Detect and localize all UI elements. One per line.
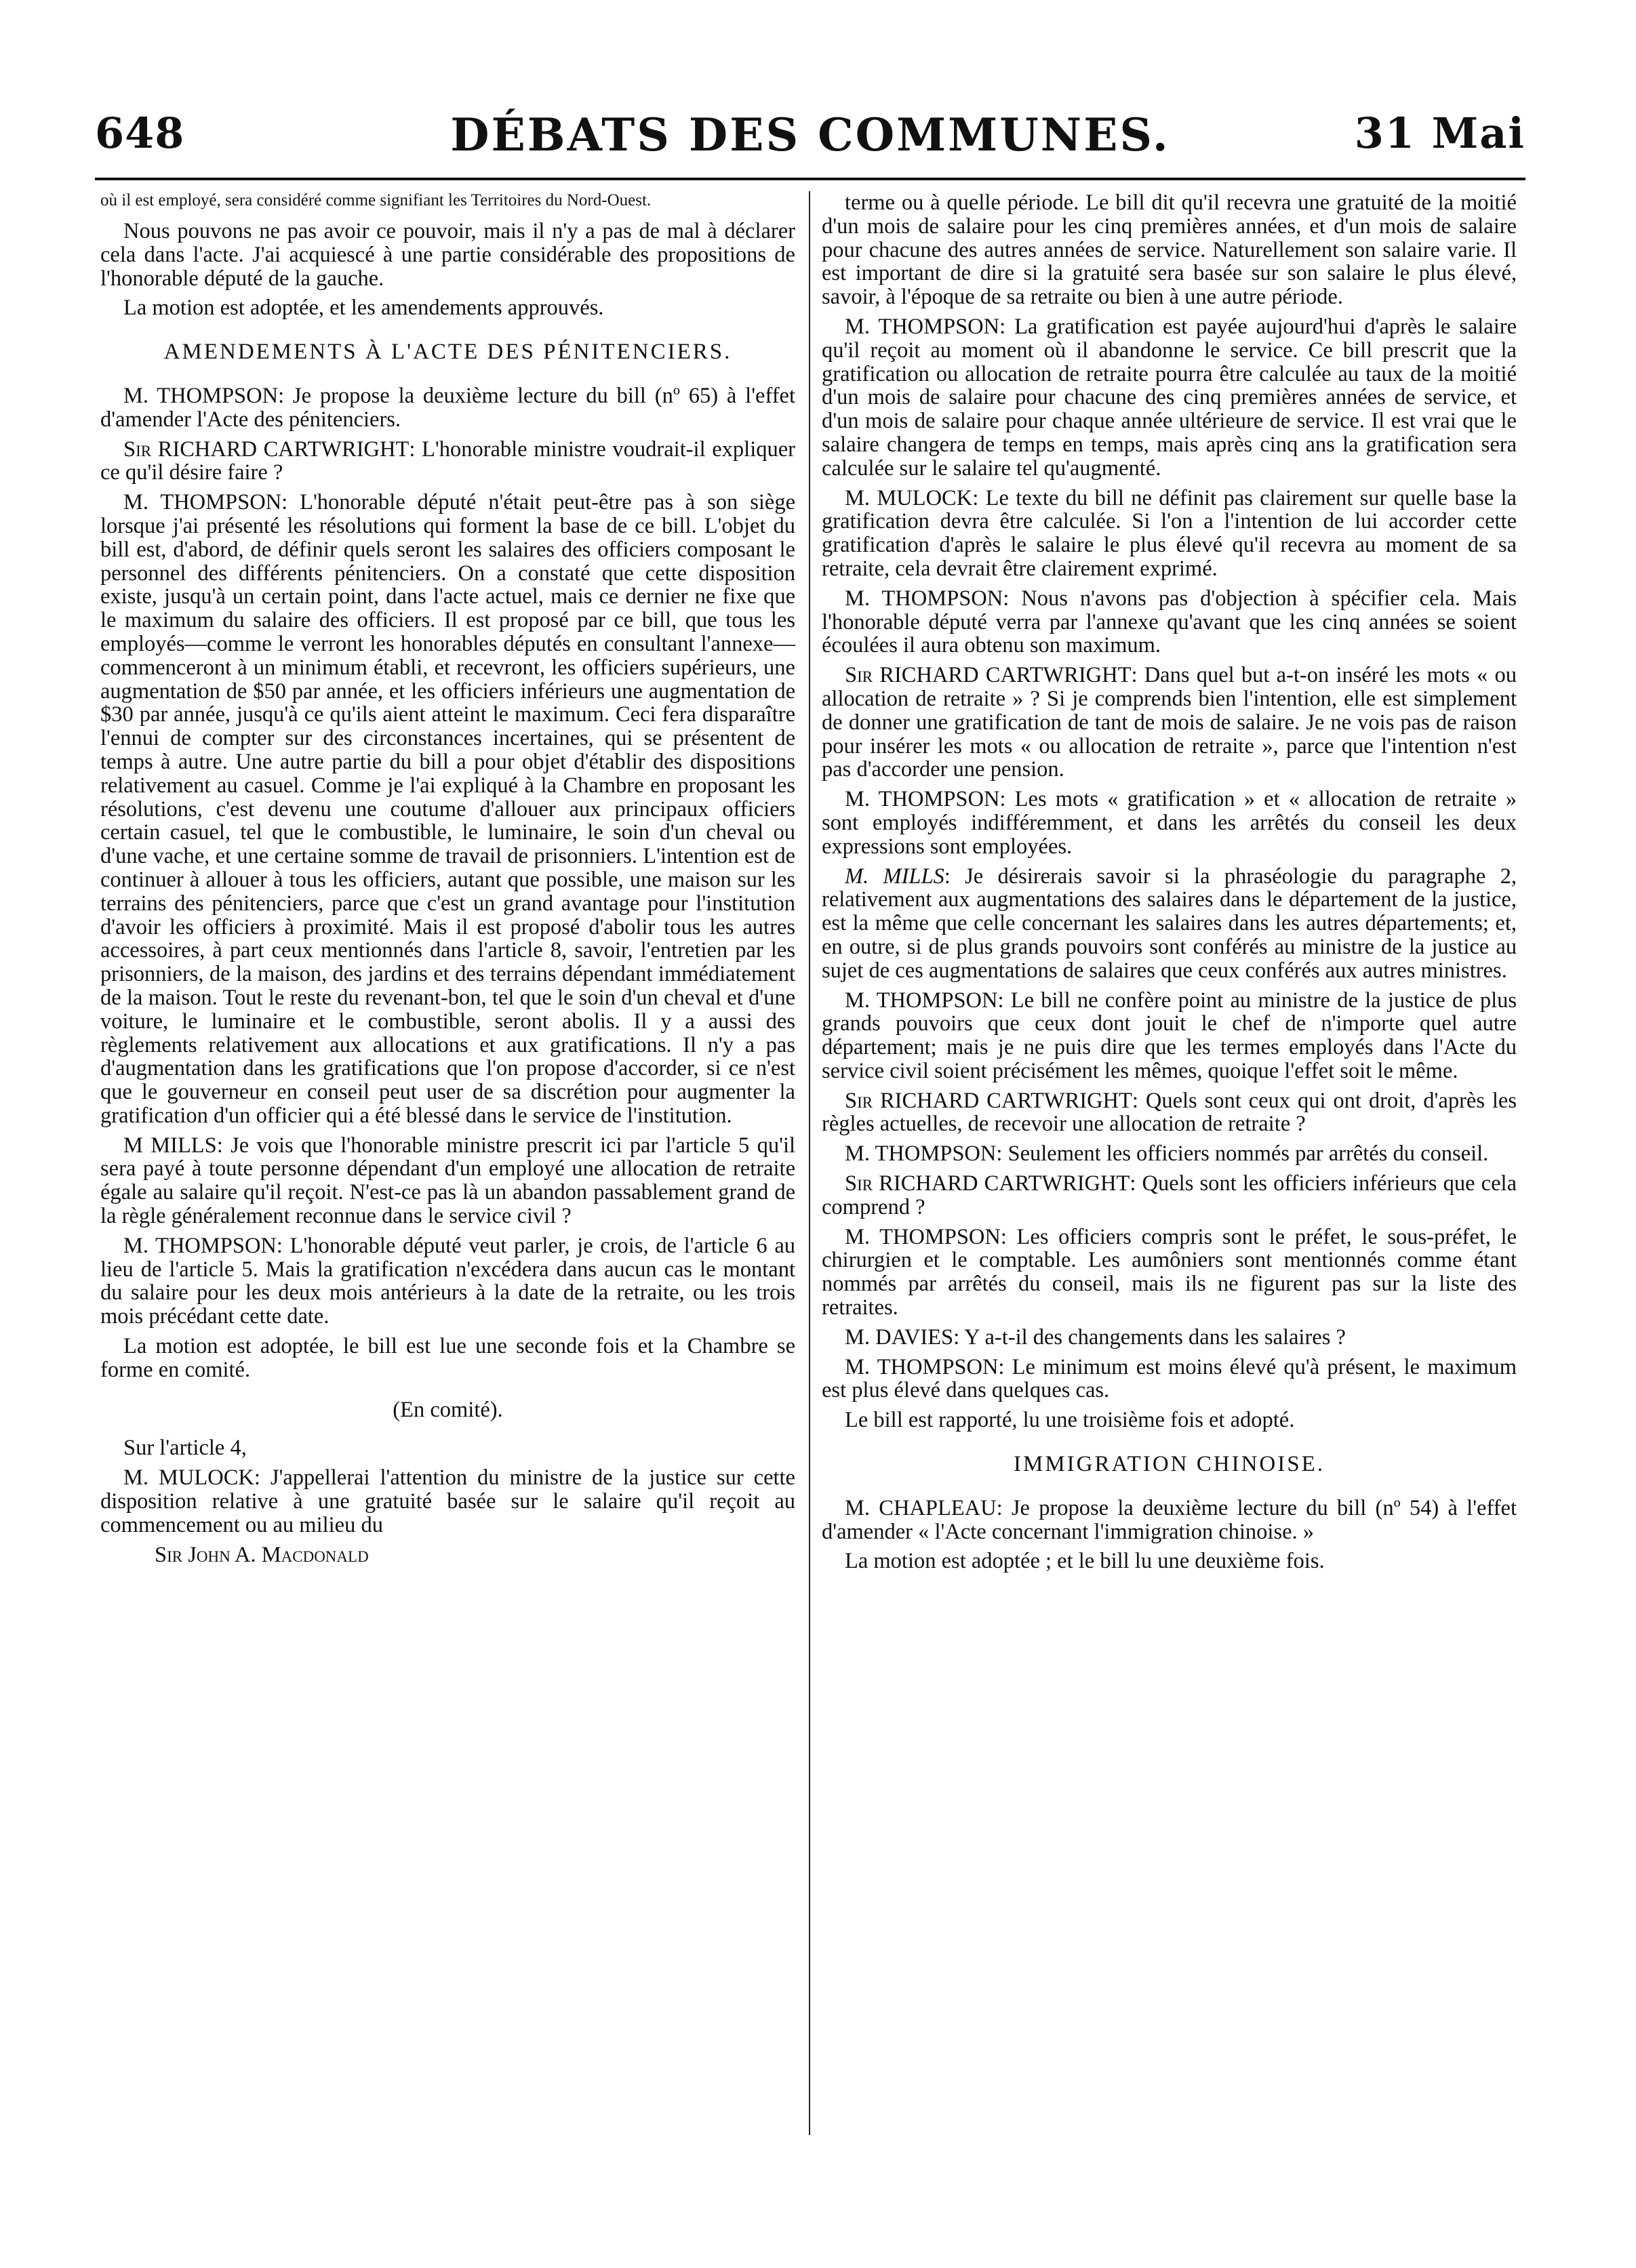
speaker-name: Sir RICHARD CARTWRIGHT: [845, 1088, 1132, 1113]
paragraph: Nous pouvons ne pas avoir ce pouvoir, mais il n'y a pas de mal à déclarer cela dans l'acte. J'ai acquiescé à une partie considérable des propositions de l'honorable député de la gauche.: [100, 219, 795, 291]
speech-paragraph: [822, 1226, 1517, 1320]
speech-text: : L'honorable député n'était peut-être pas à son siège lorsque j'ai présenté les résolutions qui forment la base de ce bill. L'objet du bill est, d'abord, de définir quels seront les salaires des officiers composant le personnel des différents pénitenciers. On a constaté que cette disposition existe, jusqu'à un certain point, dans l'acte actuel, mais ce dernier ne fixe que le maximum du salaire des officiers. Il est proposé par ce bill, que tous les employés—comme le verront les honorables députés en consultant l'annexe—commenceront à un minimum établi, et recevront, les officiers supérieurs, une augmentation de $50 par année, et les officiers inférieurs une augmentation de $30 par année, jusqu'à ce qu'ils aient atteint le maximum. Ceci fera disparaître l'ennui de compter sur des circonstances incertaines, qui se présentent de temps à autre. Une autre partie du bill a pour objet d'établir des dispositions relativement au casuel. Comme je l'ai expliqué à la Chambre en proposant les résolutions, c'est devenu une coutume d'allouer aux principaux officiers certain casuel, tel que le combustible, le luminaire, le soin d'un cheval ou d'une vache, et une certaine somme de travail de prisonniers. L'intention est de continuer à allouer à tous les officiers, autant que possible, une maison sur les terrains des pénitenciers, parce que c'est un grand avantage pour l'institution d'avoir les officiers à proximité. Mais il est proposé d'abolir tous les autres accessoires, à part ceux mentionnés dans l'article 8, savoir, l'entretien par les prisonniers, de la maison, des jardins et des terrains dépendant immédiatement de la maison. Tout le reste du revenant-bon, tel que le soin d'un cheval et d'une voiture, le luminaire et le combustible, seront abolis. Il y a aussi des règlements relativement aux allocations et aux gratifications. Il n'y a pas d'augmentation dans les gratifications que l'on propose d'accorder, si ce n'est que le gouverneur en conseil peut user de sa discrétion pour augmenter la gratification d'un officier qui a été blessé dans le service de l'institution.: [100, 490, 795, 1128]
speech-text: : J'appellerai l'attention du ministre de la justice sur cette disposition relative à une gratuité basée sur le salaire qu'il reçoit au commencement ou au milieu du: [100, 1465, 795, 1537]
speech-text: : Je désirerais savoir si la phraséologie du paragraphe 2, relativement aux augmentations des salaires dans le département de la justice, est la même que celle concernant les salaires dans les autres départements; et, en outre, si de plus grands pouvoirs sont conférés au ministre de la justice au sujet de ces augmentations de salaires que ceux conférés aux autres ministres.: [822, 864, 1517, 983]
speech-paragraph: [100, 438, 795, 485]
paragraph: La motion est adoptée ; et le bill lu une deuxième fois.: [845, 1549, 1325, 1574]
speech-paragraph: [822, 865, 1517, 983]
speech-text: : Nous n'avons pas d'objection à spécifier cela. Mais l'honorable député verra par l'annexe qu'avant que les cinq années se soient écoulées il aura obtenu son maximum.: [822, 586, 1517, 658]
speech-text: : Les officiers compris sont le préfet, le sous-préfet, le chirurgien et le comptable. Les aumôniers sont mentionnés comme étant nommés par arrêtés du conseil, mais ils ne figurent pas sur la liste des retraites.: [822, 1224, 1517, 1320]
speaker-name: M. DAVIES: [845, 1324, 954, 1350]
speech-text: : La gratification est payée aujourd'hui d'après le salaire qu'il reçoit au moment où il abandonne le service. Ce bill prescrit que la gratification ou allocation de retraite pourra être calculée au taux de la moitié d'un mois de salaire pour chacune des cinq premières années de service, et d'un mois de salaire pour chaque année ultérieure de service. Il est vrai que le salaire changera de temps en temps, mais après cinq ans la gratification sera calculée sur le salaire tel qu'augmenté.: [822, 314, 1517, 481]
speech-paragraph: [100, 1234, 795, 1329]
speaker-name: M. CHAPLEAU: [845, 1495, 997, 1520]
speech-text: : Je vois que l'honorable ministre prescrit ici par l'article 5 qu'il sera payé à toute personne dépendant d'un employé une allocation de retraite égale au salaire qu'il reçoit. N'est-ce pas là un abandon passablement grand de la règle généralement reconnue dans le service civil ?: [100, 1133, 795, 1229]
paragraph: La motion est adoptée, le bill est lue une seconde fois et la Chambre se forme en comité.: [100, 1334, 795, 1382]
speech-text: : Le minimum est moins élevé qu'à présent, le maximum est plus élevé dans quelques cas.: [822, 1354, 1517, 1403]
speech-paragraph: [822, 315, 1517, 481]
speech-text: : Y a-t-il des changements dans les salaires ?: [953, 1324, 1346, 1350]
speech-paragraph: [100, 491, 795, 1128]
speech-paragraph: [100, 1134, 795, 1228]
speaker-name: M. THOMPSON: [845, 1354, 999, 1379]
signature-line: Sir John A. Macdonald: [155, 1542, 369, 1567]
speaker-name: M. THOMPSON: [845, 314, 1000, 339]
committee-heading: (En comité).: [393, 1397, 503, 1422]
speech-paragraph: [822, 1326, 1517, 1350]
speech-paragraph: [822, 1172, 1517, 1219]
speech-text: : Quels sont ceux qui ont droit, d'après les règles actuelles, de recevoir une allocation de retraite ?: [822, 1088, 1517, 1137]
section-heading: AMENDEMENTS À L'ACTE DES PÉNITENCIERS.: [163, 340, 732, 365]
header-rule: [95, 178, 1525, 180]
speaker-name: M. THOMPSON: [845, 1224, 1001, 1249]
speaker-name: M. MULOCK: [845, 485, 973, 510]
header-date: 31 Mai: [1354, 108, 1525, 158]
speaker-name: M. THOMPSON: [845, 1141, 997, 1167]
speech-paragraph: [822, 1497, 1517, 1544]
speaker-name: M. MILLS: [845, 864, 944, 889]
speaker-name: M. THOMPSON: [845, 988, 998, 1013]
speech-paragraph: [100, 1466, 795, 1537]
speaker-name: M. THOMPSON: [845, 787, 1000, 812]
speaker-name: M. THOMPSON: [123, 1233, 277, 1258]
speech-text: : Les mots « gratification » et « allocation de retraite » sont employés indifféremment, et dans les arrêtés du conseil les deux expressions sont employées.: [822, 787, 1517, 859]
page-header: [95, 108, 1525, 163]
speaker-name: M MILLS: [123, 1133, 217, 1158]
speech-paragraph: [822, 487, 1517, 581]
speech-paragraph: [822, 1356, 1517, 1403]
speech-text: : Je propose la deuxième lecture du bill (nº 65) à l'effet d'amender l'Acte des pénitenciers.: [100, 383, 795, 432]
speaker-name: Sir RICHARD CARTWRIGHT: [845, 1171, 1130, 1196]
paragraph: La motion est adoptée, et les amendements approuvés.: [123, 296, 604, 321]
paragraph: Sur l'article 4,: [123, 1436, 247, 1461]
running-title: DÉBATS DES COMMUNES.: [450, 108, 1170, 161]
speaker-name: M. THOMPSON: [123, 383, 279, 408]
speech-text: : Le texte du bill ne définit pas clairement sur quelle base la gratification devra être calculée. Si l'on a l'intention de lui accorder cette gratification d'après le salaire le plus élevé qu'il recevra au moment de sa retraite, cela devrait être clairement exprimé.: [822, 485, 1517, 581]
paragraph: terme ou à quelle période. Le bill dit qu'il recevra une gratuité de la moitié d'un mois de salaire pour les cinq premières années, et d'un mois de salaire pour chacune des autres années de service. Naturellement son salaire varie. Il est important de dire si la gratuité sera basée sur son salaire le plus élevé, savoir, à l'époque de sa retraite ou bien à une autre période.: [822, 190, 1517, 310]
speech-text: : Quels sont les officiers inférieurs que cela comprend ?: [822, 1171, 1517, 1219]
speech-paragraph: [100, 384, 795, 432]
speech-paragraph: [822, 587, 1517, 657]
speech-paragraph: [822, 1089, 1517, 1137]
speech-paragraph: [822, 788, 1517, 858]
right-column: [822, 191, 1517, 1579]
section-heading: IMMIGRATION CHINOISE.: [1014, 1452, 1325, 1477]
speaker-name: M. THOMPSON: [123, 490, 282, 515]
paragraph: où il est employé, sera considéré comme signifiant les Territoires du Nord-Ouest.: [100, 191, 652, 209]
speech-text: : Dans quel but a-t-on inséré les mots « ou allocation de retraite » ? Si je comprends bien l'intention, elle est simplement de donner une gratification de tant de mois de salaire. Je ne vois pas de raison pour insérer les mots « ou allocation de retraite », parce que l'intention n'est pas d'accorder une pension.: [822, 663, 1517, 782]
speech-text: : L'honorable ministre voudrait-il expliquer ce qu'il désire faire ?: [100, 437, 795, 485]
speaker-name: Sir RICHARD CARTWRIGHT: [845, 663, 1132, 688]
speaker-name: M. MULOCK: [123, 1465, 254, 1491]
speech-text: : Je propose la deuxième lecture du bill (nº 54) à l'effet d'amender « l'Acte concernant l'immigration chinoise. »: [822, 1495, 1517, 1544]
speech-paragraph: [822, 989, 1517, 1083]
speech-text: : L'honorable député veut parler, je crois, de l'article 6 au lieu de l'article 5. Mais la gratification n'excédera dans aucun cas le montant du salaire pour les deux mois antérieurs à la date de la retraite, ou les trois mois précédant cette date.: [100, 1233, 795, 1329]
paragraph: Le bill est rapporté, lu une troisième fois et adopté.: [845, 1408, 1295, 1433]
left-column: [100, 191, 795, 1573]
speaker-name: M. THOMPSON: [845, 586, 1003, 611]
speech-paragraph: [822, 664, 1517, 782]
speech-paragraph: [822, 1142, 1517, 1166]
speaker-name: Sir RICHARD CARTWRIGHT: [123, 437, 410, 462]
speech-text: : Seulement les officiers nommés par arrêtés du conseil.: [996, 1141, 1489, 1167]
column-divider: [809, 191, 810, 2135]
page-number: 648: [95, 108, 185, 158]
speech-text: : Le bill ne confère point au ministre de la justice de plus grands pouvoirs que ceux dont jouit le chef de n'importe quel autre département; mais je ne puis dire que les termes employés dans l'Acte du service civil soient précisément les mêmes, quoique l'effet soit le même.: [822, 988, 1517, 1083]
